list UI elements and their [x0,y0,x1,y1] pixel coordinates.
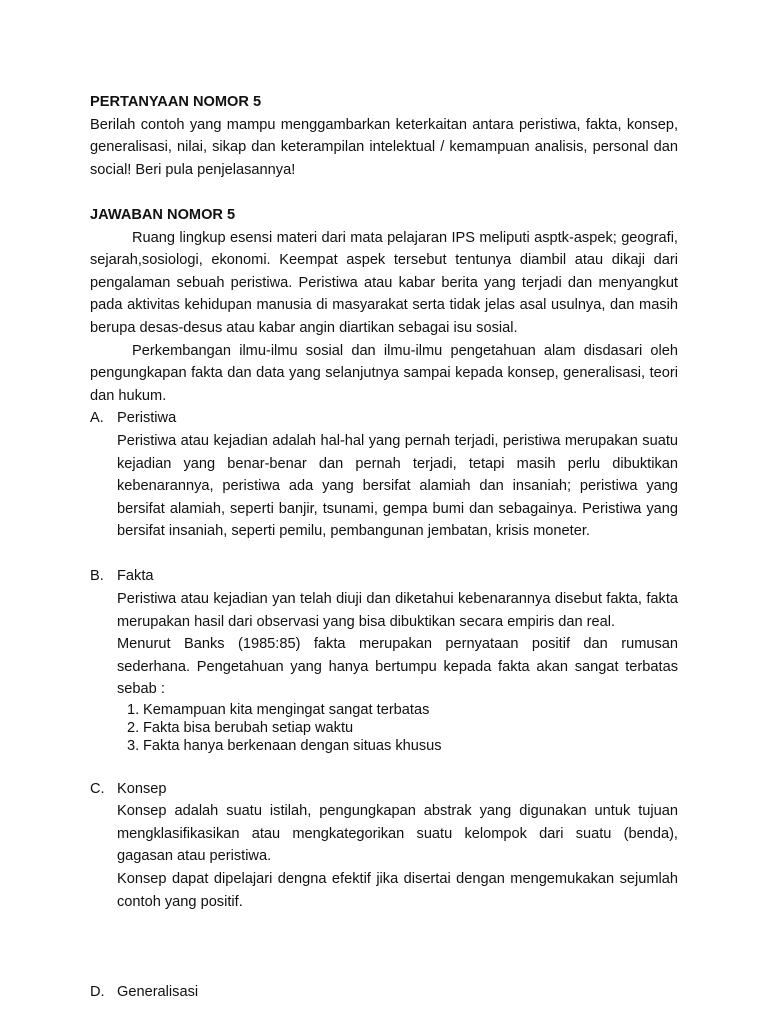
section-d-title [90,981,678,1004]
list-item-number: 1. [127,702,140,719]
answer-heading: JAWABAN NOMOR 5 [90,206,236,223]
section-c-title-text: Konsep [117,780,167,797]
spacer [90,936,678,959]
spacer [90,913,678,936]
section-d-title-text: Generalisasi [117,983,199,1000]
question-heading: PERTANYAAN NOMOR 5 [90,94,262,110]
section-d-letter: D. [90,983,105,1000]
question-text: Berilah contoh yang mampu menggambarkan keterkaitan antara peristiwa, fakta, konsep, generalisasi, nilai, sikap dan keterampilan intelektual / kemampuan analisis, personal dan social! Beri pula penjelasannya! [90,116,678,178]
spacer [90,755,678,778]
section-a [90,407,678,543]
section-c-text-2: Konsep dapat dipelajari dengna efektif jika disertai dengan mengemukakan sejumlah contoh yang positif. [117,871,678,910]
section-c-letter: C. [90,780,105,797]
section-b-title-text: Fakta [117,568,154,585]
section-b-list [127,701,678,755]
section-b-text-2: Menurut Banks (1985:85) fakta merupakan pernyataan positif dan rumusan sederhana. Pengetahuan yang hanya bertumpu kepada fakta akan sangat terbatas sebab : [117,636,678,698]
section-b-title [90,565,678,588]
section-b-letter: B. [90,568,104,585]
section-b-text-1: Peristiwa atau kejadian yan telah diuji dan diketahui kebenarannya disebut fakta, fakta merupakan hasil dari observasi yang bisa dibuktikan secara empiris dan real. [117,591,678,630]
spacer [90,181,678,204]
section-b [90,565,678,755]
list-item-text: Fakta bisa berubah setiap waktu [143,720,354,737]
answer-paragraph-1: Ruang lingkup esensi materi dari mata pelajaran IPS meliputi asptk-aspek; geografi, sejarah,sosiologi, ekonomi. Keempat aspek tersebut tentunya diambil atau dikaji dari pengalaman sebuah peristiwa. Peristiwa atau kabar berita yang terjadi dan menyangkut pada aktivitas kehidupan manusia di masyarakat serta tidak jelas asal usulnya, dan masih berupa desas-desus atau kabar angin diartikan sebagai isu sosial. [90,229,678,336]
section-a-letter: A. [90,410,104,427]
list-item-text: Kemampuan kita mengingat sangat terbatas [143,702,430,719]
section-d [90,981,678,1004]
answer-paragraph-2: Perkembangan ilmu-ilmu sosial dan ilmu-ilmu pengetahuan alam disdasari oleh pengungkapan fakta dan data yang selanjutnya sampai kepada konsep, generalisasi, teori dan hukum. [90,342,678,404]
section-c-text-1: Konsep adalah suatu istilah, pengungkapan abstrak yang digunakan untuk tujuan mengklasifikasikan atau mengkategorikan suatu kelompok dari suatu (benda), gagasan atau peristiwa. [117,803,678,865]
spacer [90,958,678,981]
list-item-number: 2. [127,720,140,737]
section-a-text: Peristiwa atau kejadian adalah hal-hal yang pernah terjadi, peristiwa merupakan suatu kejadian yang benar-benar dan pernah terjadi, tetapi masih perlu dibuktikan kebenarannya, peristiwa ada yang bersifat alamiah dan insaniah; peristiwa yang bersifat alamiah, seperti banjir, tsunami, gempa bumi dan sebagainya. Peristiwa yang bersifat insaniah, seperti pemilu, pembangunan jembatan, krisis moneter. [117,432,678,540]
section-a-title-text: Peristiwa [117,410,177,427]
document-content [90,91,678,1004]
section-c [90,778,678,914]
list-item [127,737,678,755]
list-item [127,719,678,737]
list-item [127,701,678,719]
spacer [90,543,678,566]
section-c-title [90,778,678,801]
section-a-title [90,407,678,430]
list-item-number: 3. [127,738,140,755]
list-item-text: Fakta hanya berkenaan dengan situas khusus [143,738,442,755]
